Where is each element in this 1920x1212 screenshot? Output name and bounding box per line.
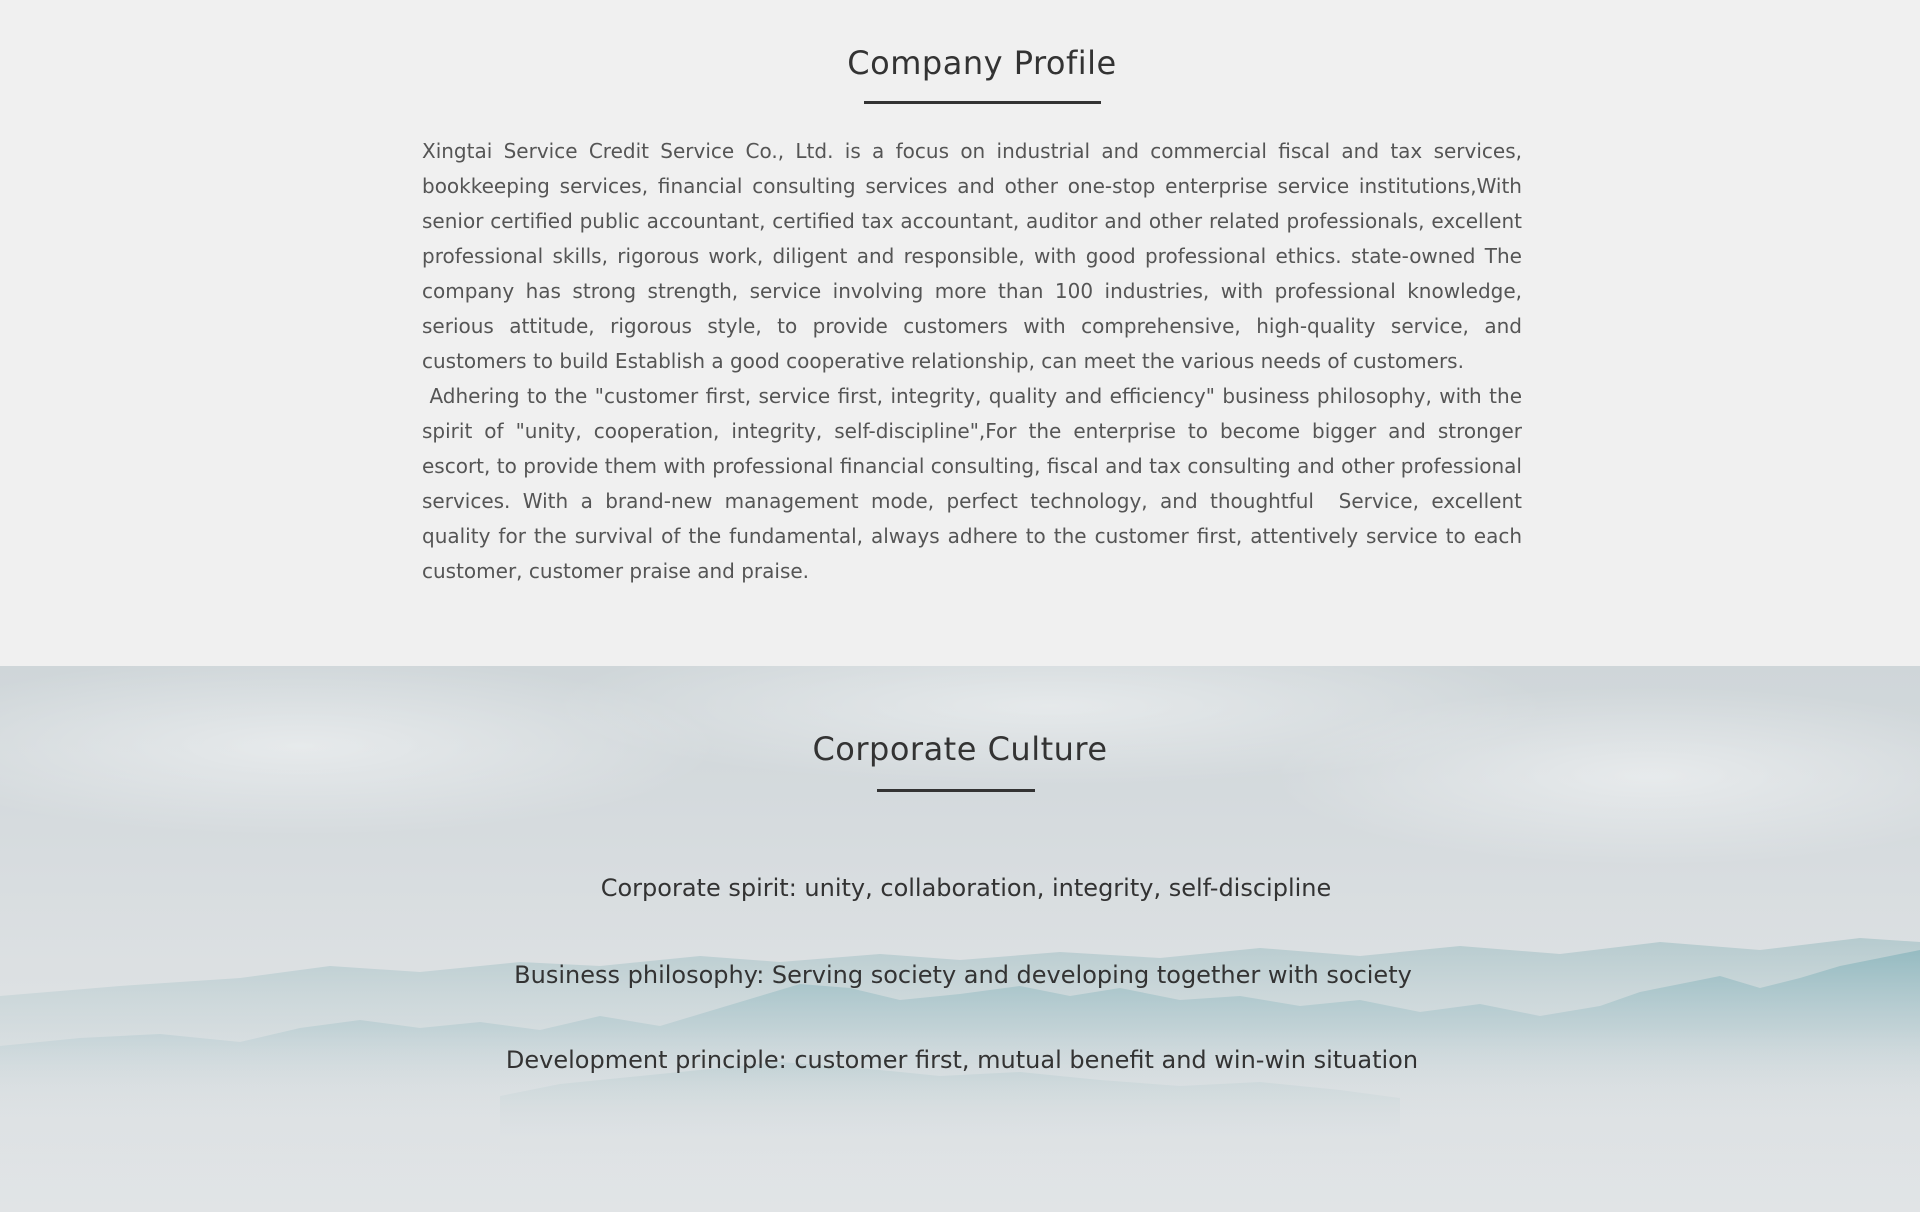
company-profile-paragraph-1: Xingtai Service Credit Service Co., Ltd. is a focus on industrial and commercial fiscal and tax services, bookkeeping services, financial consulting services and other one-stop enterprise service institutions,With senior certified public accountant, certified tax accountant, auditor and other related professionals, excellent professional skills, rigorous work, diligent and responsible, with good professional ethics. state-owned The company has strong strength, service involving more than 100 industries, with professional knowledge, serious attitude, rigorous style, to provide customers with comprehensive, high-quality service, and customers to build Establish a good cooperative relationship, can meet the various needs of customers. [422,139,1522,373]
corporate-culture-section [0,666,1920,1212]
corporate-culture-title-underline [877,789,1035,792]
development-principle-text: Development principle: customer first, mutual benefit and win-win situation [505,1046,1419,1074]
company-profile-paragraph-2: Adhering to the "customer first, service first, integrity, quality and efficiency" business philosophy, with the spirit of "unity, cooperation, integrity, self-discipline",For the enterprise to become bigger and stronger escort, to provide them with professional financial consulting, fiscal and tax consulting and other professional services. With a brand-new management mode, perfect technology, and thoughtful Service, excellent quality for the survival of the fundamental, always adhere to the customer first, attentively service to each customer, customer praise and praise. [422,384,1529,583]
company-profile-title-underline [864,101,1101,104]
company-profile-title: Company Profile [847,44,1117,82]
corporate-culture-title: Corporate Culture [812,730,1108,768]
business-philosophy-text: Business philosophy: Serving society and developing together with society [514,961,1412,989]
company-profile-text [422,134,1529,589]
corporate-spirit-text: Corporate spirit: unity, collaboration, integrity, self-discipline [600,874,1332,902]
